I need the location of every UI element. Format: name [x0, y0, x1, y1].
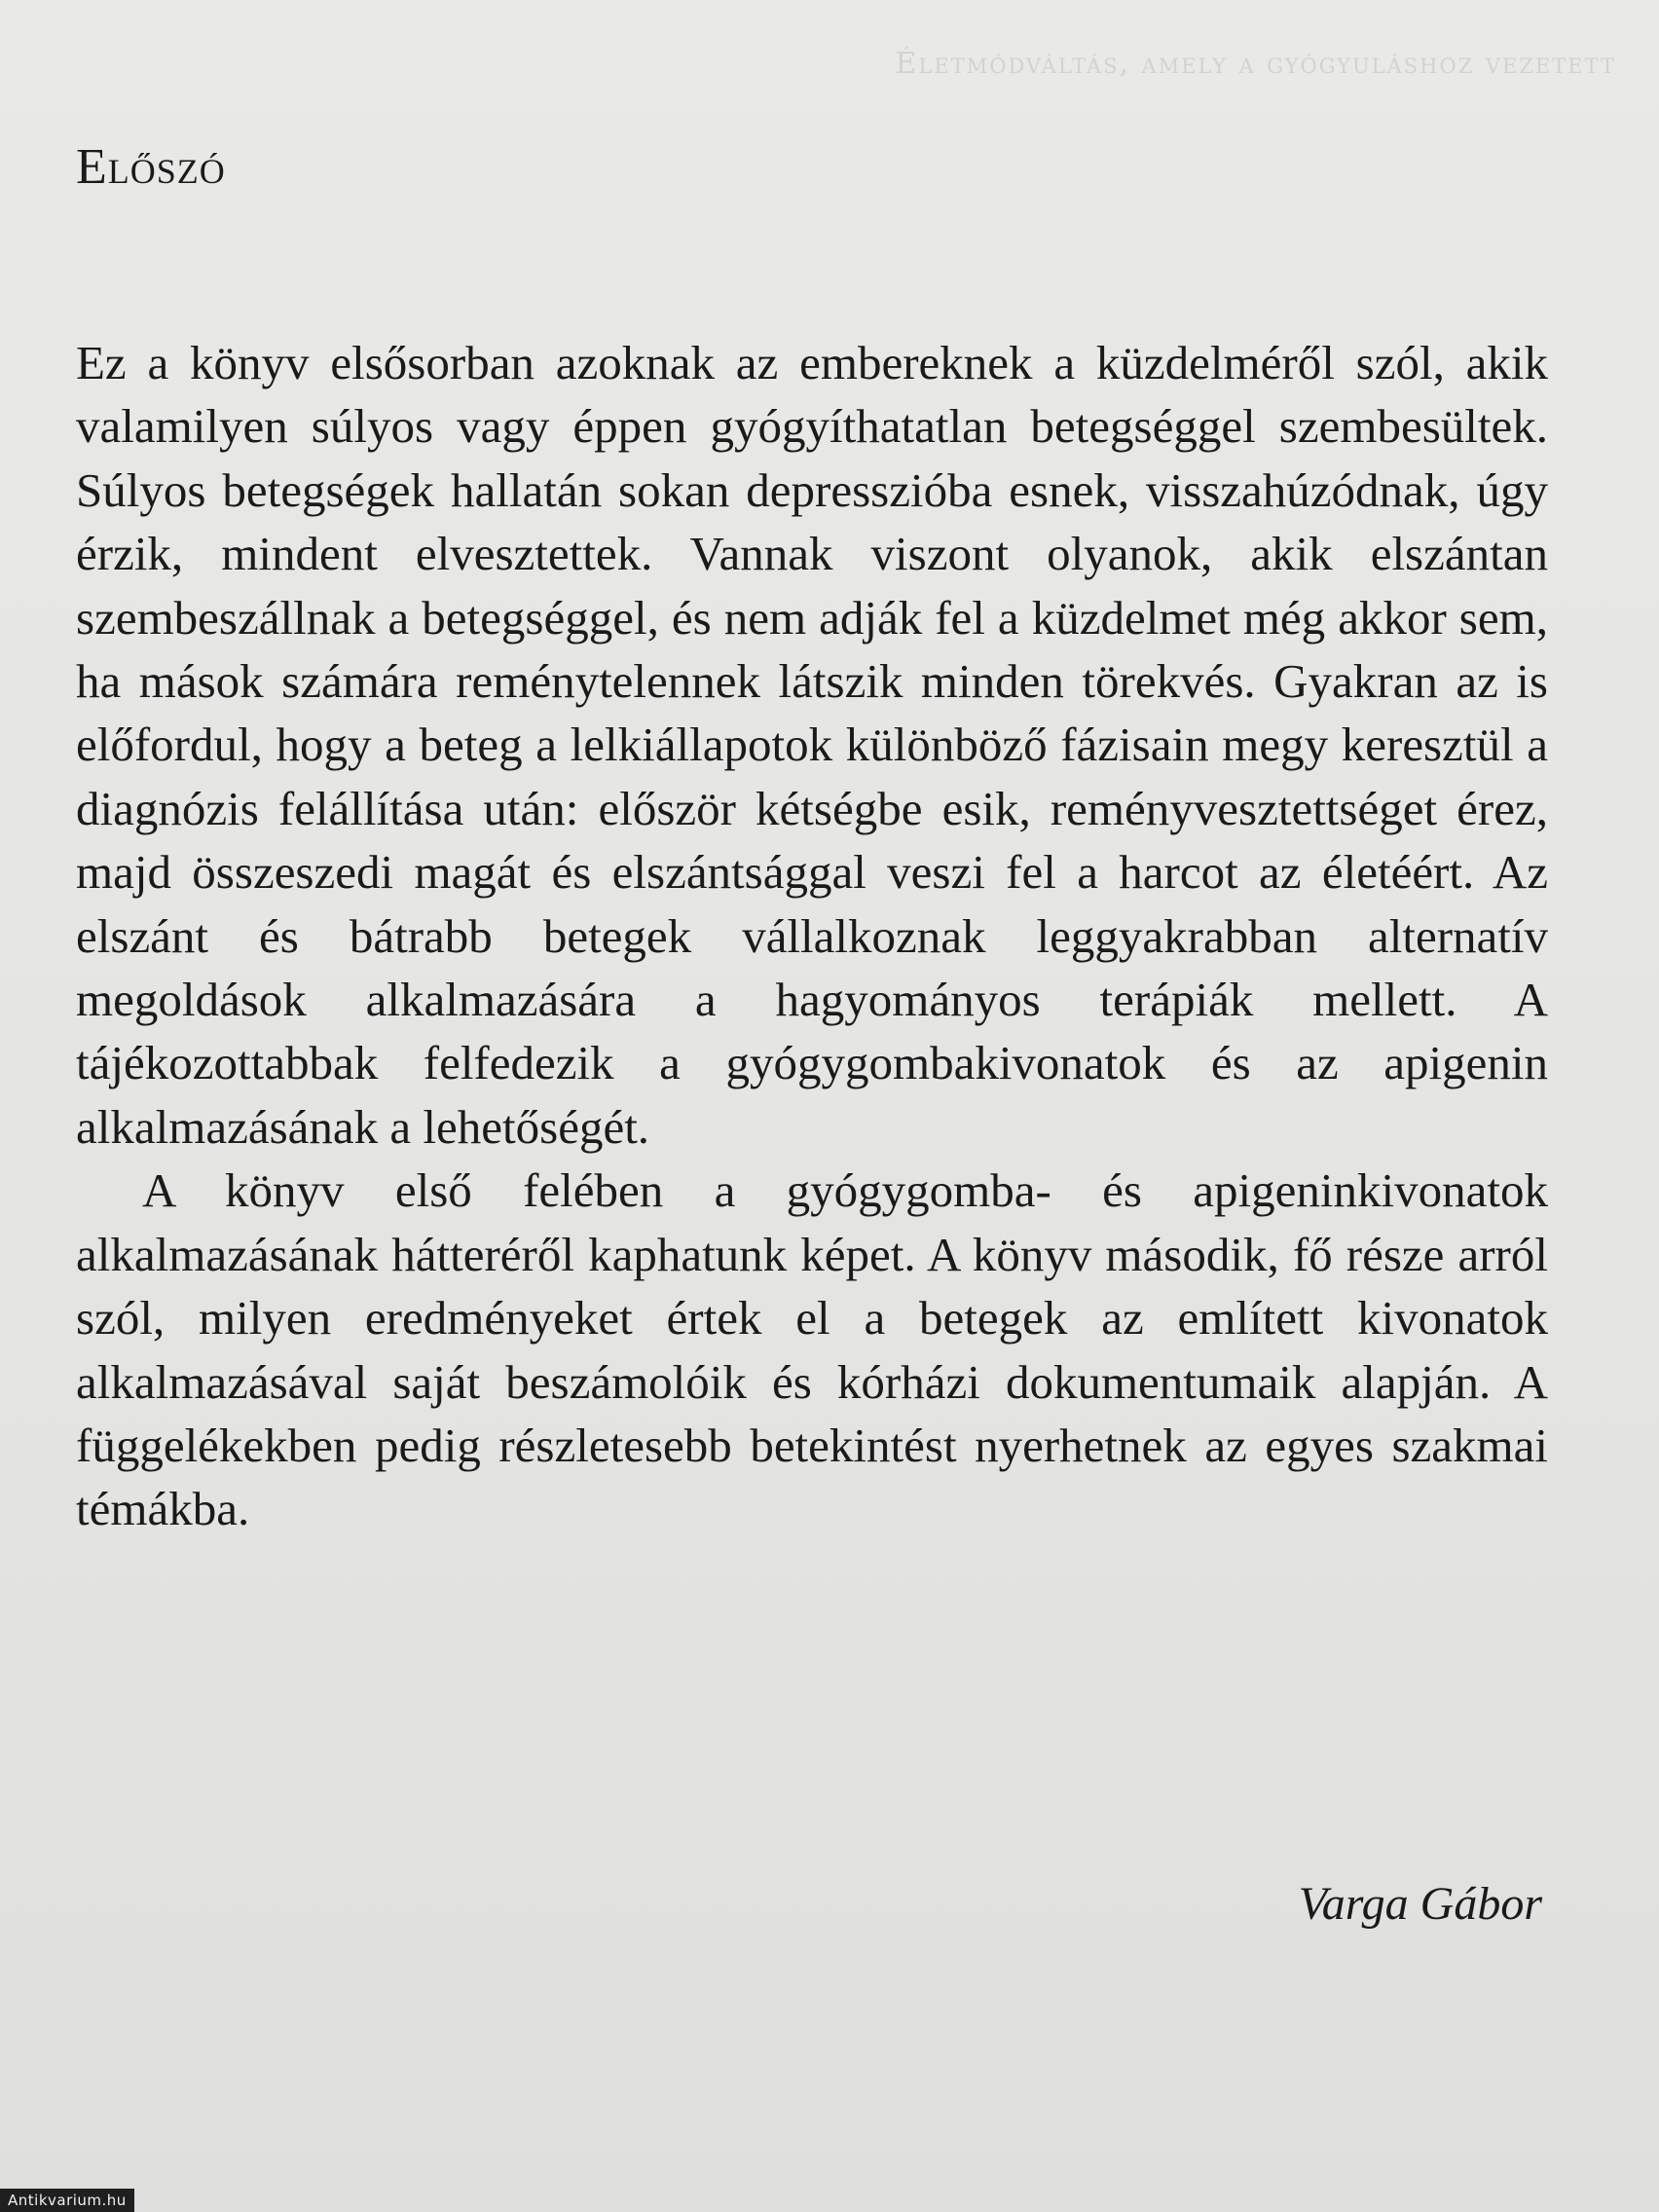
body-text [76, 331, 1548, 1541]
author-signature: Varga Gábor [1298, 1878, 1542, 1930]
chapter-title: Előszó [76, 139, 226, 195]
paragraph-2: A könyv első felében a gyógygomba- és apigeninkivonatok alkalmazásának hátteréről kaphatunk képet. A könyv második, fő része arról szól, milyen eredményeket értek el a betegek az említett kivonatok alkalmazásával saját beszámolóik és kórházi dokumentumaik alapján. A függelékekben pedig részletesebb betekintést nyerhetnek az egyes szakmai témákba. [76, 1163, 1548, 1536]
running-head: Életmódváltás, amely a gyógyuláshoz vezetett [895, 47, 1616, 81]
watermark: Antikvarium.hu [0, 2189, 134, 2212]
paragraph-1: Ez a könyv elsősorban azoknak az embereknek a küzdelméről szól, akik valamilyen súlyos vagy éppen gyógyíthatatlan betegséggel szembesültek. Súlyos betegségek hallatán sokan depresszióba esnek, visszahúzódnak, úgy érzik, mindent elvesztettek. Vannak viszont olyanok, akik elszántan szembeszállnak a betegséggel, és nem adják fel a küzdelmet még akkor sem, ha mások számára reménytelennek látszik minden törekvés. Gyakran az is előfordul, hogy a beteg a lelkiállapotok különböző fázisain megy keresztül a diagnózis felállítása után: először kétségbe esik, reményvesztettséget érez, majd összeszedi magát és elszántsággal veszi fel a harcot az életéért. Az elszánt és bátrabb betegek vállalkoznak leggyakrabban alternatív megoldások alkalmazására a hagyományos terápiák mellett. A tájékozottabbak felfedezik a gyógygombakivonatok és az apigenin alkalmazásának a lehetőségét. [76, 336, 1548, 1154]
